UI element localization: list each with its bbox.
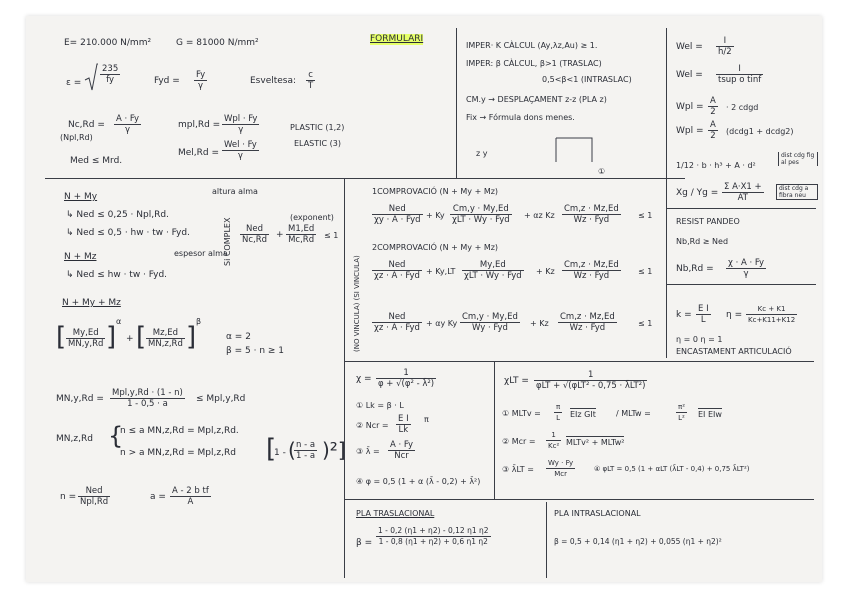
plastic-label: PLASTIC (1,2): [290, 123, 345, 132]
imper-note-1: IMPER· K CÀLCUL (Ay,λz,Au) ≥ 1.: [466, 41, 598, 50]
chi-step-2-pi: π: [424, 415, 429, 424]
mnz-frac: $\frac{n - a}{1 - a}$: [296, 440, 316, 461]
n-my-cond-1: ↳ Ned ≤ 0,25 · Npl,Rd.: [66, 210, 169, 220]
comp2-frac-a: Ned χz · A · Fyd: [374, 260, 420, 281]
epsilon-label: ε =: [66, 78, 82, 88]
n-def-label: n =: [60, 492, 77, 502]
mnz-case-2: n > a MN,z,Rd = Mpl,z,Rd: [120, 448, 236, 458]
mnz-case-1: n ≤ a MN,z,Rd = Mpl,z,Rd.: [120, 426, 239, 436]
n-mz-title: N + Mz: [64, 252, 97, 262]
bracket-a-open: [: [56, 322, 67, 352]
wpl2-rest: (dcdg1 + dcdg2): [726, 127, 794, 136]
n-my-mz-title: N + My + Mz: [62, 298, 121, 308]
divider-v-mid: [344, 178, 345, 578]
med-condition: Med ≤ Mrd.: [70, 156, 123, 166]
mny-rhs: ≤ Mpl,y,Rd: [196, 394, 246, 404]
constant-e: E= 210.000 N/mm²: [64, 38, 152, 48]
cmy-note: CM.y → DESPLAÇAMENT z-z (PLA z): [466, 95, 607, 104]
lt-step-3: ③ λ̄LT =: [502, 465, 534, 474]
xg-frac: $\frac{\text{Σ A·X1 +}}{AT}$: [724, 182, 762, 203]
nplrd-label: (Npl,Rd): [60, 133, 93, 142]
esbeltesa-label: Esveltesa:: [250, 76, 297, 86]
wel2-frac: I tsup o tinf: [718, 64, 762, 85]
comp1-rhs: ≤ 1: [638, 211, 653, 220]
fyd-frac: $\frac{Fy}{\gamma}$: [196, 70, 206, 91]
lt-step-1-w-frac: $\frac{\text{π²}}{\text{L²}}$: [678, 403, 686, 422]
lt-step-4: ④ φLT = 0,5 (1 + αLT (λ̄LT - 0,4) + 0,75 λ̄LT²): [594, 465, 750, 473]
mnz-label: MN,z,Rd: [56, 434, 93, 444]
beta-trasl-frac: $\frac{1 - 0,2 (\eta 1 + \eta 2) - 0,12 \eta 1 \eta 2}{1 - 0,8 (\eta 1 + \eta 2) + 0,6 \eta 1 \eta 2}$: [378, 526, 489, 546]
chi-step-3-frac: A · Fy Ncr: [390, 440, 414, 461]
wpl1-rest: · 2 cdgd: [726, 103, 759, 112]
chi-label: χ =: [356, 374, 372, 384]
n-my-cond-2: ↳ Ned ≤ 0,5 · hw · tw · Fyd.: [66, 228, 190, 238]
divider-h-bottom: [344, 499, 814, 500]
lt-step-3-frac: Wy · Fy Mcr: [548, 459, 574, 478]
comp2-frac-b: My,Ed χLT · Wy · Fyd: [464, 260, 522, 281]
divider-right-1: [666, 208, 816, 209]
steiner-box: dist cdg fig al pes: [778, 152, 818, 166]
epsilon-frac: $\frac{235}{fy}$: [102, 64, 119, 85]
alt-alma-note: altura alma: [212, 187, 258, 196]
comp1-frac-c: Cm,z · Mz,Ed Wz · Fyd: [564, 204, 619, 225]
comp1-frac-b: Cm,y · My,Ed χLT · Wy · Fyd: [452, 204, 510, 225]
ncrd-frac: $\frac{A \cdot Fy}{\gamma}$: [116, 114, 140, 135]
xg-box: dist cdg a fibra neu: [776, 184, 818, 200]
a-def-frac: $\frac{\text{A - 2 b tf}}{A}$: [172, 486, 209, 507]
alpha-exponent: α: [116, 317, 122, 326]
comp1-k1: + Ky: [426, 211, 445, 220]
page-title: FORMULARI: [370, 34, 424, 44]
mny-frac: Mpl,y,Rd · (1 - n) 1 - 0,5 · a: [112, 388, 183, 409]
wpl1-label: Wpl =: [676, 102, 704, 112]
mnz-one-minus: 1 -: [274, 448, 286, 458]
axis-mark: z y: [476, 149, 488, 158]
interaction-rhs: ≤ 1: [324, 231, 339, 240]
biaxial-frac-a: $\frac{My,Ed}{MN,y,Rd}$: [68, 328, 104, 349]
steiner-formula: 1/12 · b · h³ + A · d²: [676, 161, 756, 170]
divider-v-main: [456, 28, 457, 178]
beta-value: β = 5 · n ≥ 1: [226, 346, 285, 356]
chilt-label: χLT =: [504, 376, 529, 386]
biaxial-plus: +: [126, 334, 134, 344]
nbrd-frac: $\frac{\chi \cdot A \cdot Fy}{\gamma}$: [728, 258, 765, 279]
bracket-a-close: ]: [106, 322, 117, 352]
chi-step-2-frac: $\frac{\text{E I}}{Lk}$: [398, 414, 409, 435]
elastic-label: ELASTIC (3): [294, 139, 341, 148]
wpl2-label: Wpl =: [676, 126, 704, 136]
chi-step-4: ④ φ = 0,5 (1 + α (λ̄ - 0,2) + λ̄²): [356, 477, 481, 486]
wel2-label: Wel =: [676, 70, 703, 80]
divider-h-mid: [344, 361, 814, 362]
comp3-rhs: ≤ 1: [638, 319, 653, 328]
mnz-paren-close: )²]: [322, 438, 346, 462]
interaction-plus: +: [276, 230, 284, 240]
interaction-frac-a: Ned Nc,Rd: [242, 224, 268, 245]
lt-step-1-w-root: EI EIw: [698, 410, 722, 419]
nbrd-label: Nb,Rd =: [676, 264, 714, 274]
imper-note-2: IMPER: β CÀLCUL, β>1 (TRASLAC): [466, 59, 602, 68]
comp2-frac-c: Cm,z · Mz,Ed Wz · Fyd: [564, 260, 619, 281]
esbeltesa-frac: $\frac{c}{T}$: [308, 70, 314, 91]
divider-right-2: [666, 284, 816, 285]
fix-note: Fix → Fórmula dons menes.: [466, 113, 575, 122]
lt-step-2-root: MLTv² + MLTw²: [566, 438, 625, 447]
chi-step-3: ③ λ̄ =: [356, 447, 380, 456]
lt-step-1-mid: / MLTw =: [616, 409, 651, 418]
eta-frac: $\frac{Kc + K1}{Kc+K11+K12}$: [748, 305, 796, 324]
formula-sheet: [26, 16, 822, 582]
biaxial-frac-b: $\frac{Mz,Ed}{MN,z,Rd}$: [148, 328, 183, 349]
comp1-title: 1COMPROVACIÓ (N + My + Mz): [372, 187, 499, 196]
lt-step-2: ② Mcr =: [502, 437, 536, 446]
vertical-vincula-label: (NO VINCULA) (SI VINCULA): [353, 255, 361, 352]
melrd-frac: Wel · Fy γ: [224, 140, 257, 161]
espesor-alma-note: espesor alma: [174, 249, 228, 258]
bracket-b-close: ]: [186, 322, 197, 352]
wel1-label: Wel =: [676, 42, 703, 52]
beta-trasl-label: β =: [356, 538, 373, 548]
divider-v-chi: [494, 361, 495, 499]
n-my-title: N + My: [64, 192, 98, 202]
divider-v-bottom: [546, 502, 547, 578]
resist-pandeo-title: RESIST PANDEO: [676, 217, 740, 226]
lt-step-1: ① MLTv =: [502, 409, 541, 418]
beta-exponent: β: [196, 317, 202, 326]
chi-step-1: ① Lk = β · L: [356, 401, 404, 410]
si-complex-label: Si COMPLEX: [223, 217, 232, 266]
marker-1: ①: [598, 167, 606, 176]
k-frac: $\frac{\text{E I}}{L}$: [698, 304, 709, 325]
beam-sketch: [546, 134, 606, 174]
comp3-frac-a: Ned χz · A · Fyd: [374, 312, 420, 333]
interaction-exponent: (exponent): [290, 213, 334, 222]
a-def-label: a =: [150, 492, 166, 502]
comp1-frac-a: Ned χy · A · Fyd: [374, 204, 421, 225]
mny-label: MN,y,Rd =: [56, 394, 104, 404]
nbrd-condition: Nb,Rd ≥ Ned: [676, 237, 729, 246]
chi-frac: $\frac{1}{\text{φ + √(φ² - λ̄²)}}$: [378, 368, 435, 389]
comp3-frac-b: Cm,y · My,Ed Wy · Fyd: [462, 312, 518, 333]
n-def-frac: Ned Npl,Rd: [80, 486, 109, 507]
mnz-brace: {: [108, 422, 124, 450]
comp3-k2: + Kz: [530, 319, 549, 328]
fyd-label: Fyd =: [154, 76, 180, 86]
beta-intrasl-formula: β = 0,5 + 0,14 (η1 + η2) + 0,055 (η1 + η2)²: [554, 537, 722, 546]
lt-step-1-frac: $\frac{\pi}{L}$: [556, 403, 561, 422]
encastament-labels: ENCASTAMENT ARTICULACIÓ: [676, 347, 792, 356]
comp3-frac-c: Cm,z · Mz,Ed Wz · Fyd: [560, 312, 615, 333]
mplrd-label: mpl,Rd =: [178, 120, 221, 130]
wel1-frac: $\frac{I}{h/2}$: [718, 36, 732, 57]
imper-note-3: 0,5<β<1 (INTRASLAC): [542, 75, 632, 84]
mnz-paren-open: (: [288, 438, 296, 462]
chi-step-2: ② Ncr =: [356, 421, 389, 430]
n-mz-cond: ↳ Ned ≤ hw · tw · Fyd.: [66, 270, 168, 280]
comp3-k1: + αy Ky: [426, 319, 458, 328]
xg-label: Xg / Yg =: [676, 188, 719, 198]
sqrt-symbol: [84, 62, 98, 92]
bracket-b-open: [: [136, 322, 147, 352]
pla-traslacional-title: PLA TRASLACIONAL: [356, 509, 435, 518]
k-label: k =: [676, 310, 692, 320]
pla-intraslacional-title: PLA INTRASLACIONAL: [554, 509, 641, 518]
comp2-rhs: ≤ 1: [638, 267, 653, 276]
alpha-value: α = 2: [226, 332, 251, 342]
divider-top-h-left: [45, 178, 685, 179]
ncrd-label: Nc,Rd =: [68, 120, 105, 130]
comp2-k1: + Ky,LT: [426, 267, 456, 276]
melrd-label: Mel,Rd =: [178, 148, 220, 158]
eta-values: η = 0 η = 1: [676, 335, 723, 344]
mnz-bracket-open: [: [266, 434, 277, 464]
interaction-frac-b: $\frac{M1,Ed}{Mc,Rd}$: [288, 224, 315, 245]
lt-step-1-root: EIz GIt: [570, 410, 596, 419]
eta-label: η =: [726, 310, 743, 320]
chilt-frac: 1 φLT + √(φLT² - 0,75 · λ̄LT²): [536, 370, 646, 391]
wpl2-frac: $\frac{A}{2}$: [710, 120, 716, 141]
constant-g: G = 81000 N/mm²: [176, 38, 259, 48]
lt-step-2-frac: $\frac{1}{\text{Kc²}}$: [548, 431, 560, 450]
divider-v-right: [666, 28, 667, 358]
mplrd-frac: Wpl · Fy γ: [224, 114, 258, 135]
comp1-k2: + αz Kz: [524, 211, 555, 220]
comp2-title: 2COMPROVACIÓ (N + My + Mz): [372, 243, 499, 252]
comp2-k2: + Kz: [536, 267, 555, 276]
wpl1-frac: $\frac{A}{2}$: [710, 96, 716, 117]
